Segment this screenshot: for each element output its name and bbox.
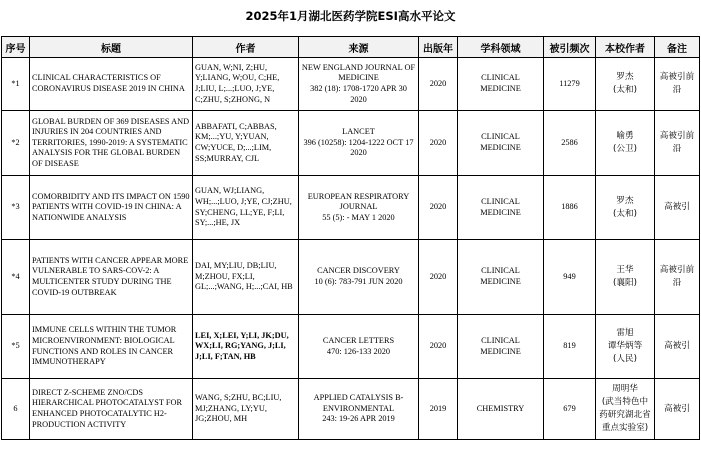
paper-source	[299, 111, 419, 176]
school-author	[596, 111, 655, 176]
paper-citations: 819	[544, 315, 596, 379]
paper-remark: 高被引前沿	[655, 58, 700, 111]
source-journal: CANCER LETTERS	[322, 335, 395, 345]
paper-authors-bold: LEI, X;LEI, Y;LI, JK;DU, WX;LI, RG;YANG, J;LI, J;LI, F;TAN, HB	[195, 330, 289, 361]
source-volume: 382 (18): 1708-1720 APR 30 2020	[310, 84, 407, 104]
header-year: 出版年	[419, 37, 458, 58]
table-row	[2, 111, 700, 176]
school-author	[596, 240, 655, 315]
row-no: *5	[2, 315, 30, 379]
paper-citations: 2586	[544, 111, 596, 176]
paper-citations: 11279	[544, 58, 596, 111]
header-field: 学科领域	[458, 37, 544, 58]
paper-title: DIRECT Z-SCHEME ZNO/CDS HIERARCHICAL PHOTOCATALYST FOR ENHANCED PHOTOCATALYTIC H2-PRODUCTION ACTIVITY	[30, 379, 193, 440]
source-volume: 470: 126-133 2020	[326, 346, 391, 356]
page-title: 2025年1月湖北医药学院ESI高水平论文	[245, 9, 456, 23]
paper-source	[299, 315, 419, 379]
paper-authors: ABBAFATI, C;ABBAS, KM;...;YU, Y;YUAN, CW;YUCE, D;...;LIM, SS;MURRAY, CJL	[193, 111, 299, 176]
paper-authors: DAI, MY;LIU, DB;LIU, M;ZHOU, FX;LI, GL;...;WANG, H;...;CAI, HB	[193, 240, 299, 315]
row-no: *1	[2, 58, 30, 111]
header-row	[2, 37, 700, 58]
paper-citations: 1886	[544, 176, 596, 240]
school-author-unit: (太和)	[613, 208, 637, 219]
paper-remark: 高被引前沿	[655, 111, 700, 176]
header-source: 来源	[299, 37, 419, 58]
paper-source	[299, 58, 419, 111]
paper-remark: 高被引	[655, 379, 700, 440]
paper-year: 2020	[419, 176, 458, 240]
table-row	[2, 58, 700, 111]
school-author-name: 罗杰	[616, 72, 634, 82]
row-no: 6	[2, 379, 30, 440]
paper-title: CLINICAL CHARACTERISTICS OF CORONAVIRUS DISEASE 2019 IN CHINA	[30, 58, 193, 111]
table-row	[2, 240, 700, 315]
header-citations: 被引频次	[544, 37, 596, 58]
row-no: *4	[2, 240, 30, 315]
row-no: *3	[2, 176, 30, 240]
header-authors: 作者	[193, 37, 299, 58]
paper-title: IMMUNE CELLS WITHIN THE TUMOR MICROENVIRONMENT: BIOLOGICAL FUNCTIONS AND ROLES IN CANCER IMMUNOTHERAPY	[30, 315, 193, 379]
school-author	[596, 58, 655, 111]
paper-field: CLINICAL MEDICINE	[458, 240, 544, 315]
source-volume: 10 (6): 783-791 JUN 2020	[314, 277, 403, 286]
school-author-name: 周明华	[612, 384, 638, 394]
row-no: *2	[2, 111, 30, 176]
paper-field: CLINICAL MEDICINE	[458, 176, 544, 240]
school-author-name: 王华	[616, 265, 634, 275]
source-journal: APPLIED CATALYSIS B-ENVIRONMENTAL	[313, 393, 404, 413]
paper-remark: 高被引前沿	[655, 240, 700, 315]
school-author-unit: (公卫)	[613, 144, 637, 154]
paper-field: CLINICAL MEDICINE	[458, 111, 544, 176]
paper-year: 2020	[419, 315, 458, 379]
table-row	[2, 315, 700, 379]
paper-citations: 949	[544, 240, 596, 315]
paper-source	[299, 176, 419, 240]
school-author	[596, 315, 655, 379]
school-author	[596, 379, 655, 440]
table-row	[2, 379, 700, 440]
header-remark: 备注	[655, 37, 700, 58]
paper-remark: 高被引	[655, 315, 700, 379]
paper-authors: GUAN, W;NI, Z;HU, Y;LIANG, W;OU, C;HE, J;LIU, L;...;LUO, J;YE, C;ZHU, S;ZHONG, N	[193, 58, 299, 111]
source-volume: 243: 19-26 APR 2019	[322, 414, 395, 424]
source-journal: NEW ENGLAND JOURNAL OF MEDICINE	[301, 62, 416, 83]
source-journal: EUROPEAN RESPIRATORY JOURNAL	[307, 191, 410, 212]
school-author-name: 罗杰	[616, 195, 634, 206]
paper-authors: WANG, S;ZHU, BC;LIU, MJ;ZHANG, LY;YU, JG;ZHOU, MH	[193, 379, 299, 440]
paper-remark: 高被引	[655, 176, 700, 240]
paper-source	[299, 379, 419, 440]
paper-year: 2020	[419, 240, 458, 315]
paper-year: 2019	[419, 379, 458, 440]
source-volume: 396 (10258): 1204-1222 OCT 17 2020	[303, 137, 414, 158]
header-no: 序号	[2, 37, 30, 58]
school-author-name-2: 谭华炳等	[607, 341, 643, 351]
header-title: 标题	[30, 37, 193, 58]
source-volume: 55 (5): - MAY 1 2020	[322, 212, 395, 222]
school-author-unit: (人民)	[613, 354, 637, 364]
school-author-unit: (太和)	[613, 85, 637, 95]
paper-source	[299, 240, 419, 315]
source-journal: CANCER DISCOVERY	[317, 266, 400, 276]
school-author-unit: (武当特色中药研究湖北省重点实验室)	[599, 397, 651, 433]
school-author	[596, 176, 655, 240]
source-journal: LANCET	[342, 127, 375, 137]
header-school-author: 本校作者	[596, 37, 655, 58]
paper-field: CLINICAL MEDICINE	[458, 58, 544, 111]
table-row	[2, 176, 700, 240]
school-author-name: 喻勇	[616, 131, 634, 141]
paper-authors: GUAN, WJ;LIANG, WH;...;LUO, J;YE, CJ;ZHU, SY;CHENG, LL;YE, F;LI, SY;...;HE, JX	[193, 176, 299, 240]
school-author-unit: (襄阳)	[613, 278, 637, 288]
paper-year: 2020	[419, 111, 458, 176]
school-author-name: 雷旭	[616, 328, 634, 338]
paper-citations: 679	[544, 379, 596, 440]
paper-year: 2020	[419, 58, 458, 111]
paper-title: GLOBAL BURDEN OF 369 DISEASES AND INJURIES IN 204 COUNTRIES AND TERRITORIES, 1990-2019: A SYSTEMATIC ANALYSIS FOR THE GLOBAL BURDEN OF DISEASE	[30, 111, 193, 176]
paper-title: COMORBIDITY AND ITS IMPACT ON 1590 PATIENTS WITH COVID-19 IN CHINA: A NATIONWIDE ANALYSIS	[30, 176, 193, 240]
paper-field: CLINICAL MEDICINE	[458, 315, 544, 379]
paper-table	[1, 36, 700, 440]
paper-authors	[193, 315, 299, 379]
paper-title: PATIENTS WITH CANCER APPEAR MORE VULNERABLE TO SARS-COV-2: A MULTICENTER STUDY DURING THE COVID-19 OUTBREAK	[30, 240, 193, 315]
paper-field: CHEMISTRY	[458, 379, 544, 440]
